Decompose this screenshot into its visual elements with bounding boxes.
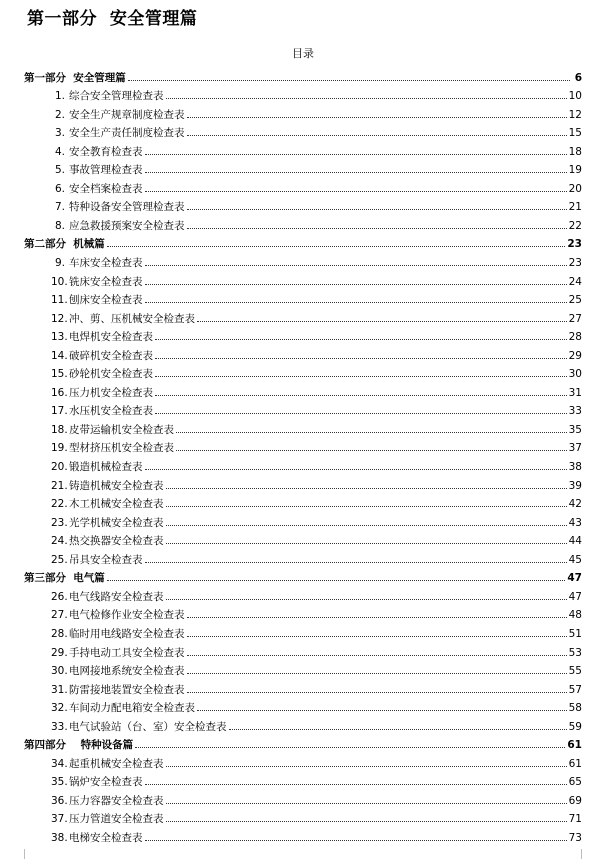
toc-dot-leader: [145, 172, 567, 173]
toc-entry-number: 26.: [51, 590, 68, 603]
toc-entry-label: 电梯安全检查表: [69, 831, 143, 844]
toc-dot-leader: [145, 840, 567, 841]
toc-entry-label: 破碎机安全检查表: [69, 349, 153, 362]
toc-page-number: 71: [568, 813, 582, 826]
toc-item-entry[interactable]: [24, 659, 582, 678]
toc-item-entry[interactable]: [24, 751, 582, 770]
toc-entry-number: 17.: [51, 405, 68, 418]
toc-entry-number: 16.: [51, 386, 68, 399]
toc-dot-leader: [166, 525, 567, 526]
toc-entry-number: 33.: [51, 720, 68, 733]
toc-item-entry[interactable]: [24, 102, 582, 121]
toc-entry-label: 起重机械安全检查表: [69, 757, 164, 770]
toc-item-entry[interactable]: [24, 510, 582, 529]
toc-item-entry[interactable]: [24, 84, 582, 103]
toc-dot-leader: [187, 228, 567, 229]
toc-page-number: 29: [568, 349, 582, 362]
toc-entry-label: 综合安全管理检查表: [69, 90, 164, 103]
toc-entry-label: 电气线路安全检查表: [69, 590, 164, 603]
toc-entry-number: 28.: [51, 627, 68, 640]
toc-entry-number: 25.: [51, 553, 68, 566]
toc-item-entry[interactable]: [24, 213, 582, 232]
toc-page-number: 65: [568, 776, 582, 789]
toc-dot-leader: [155, 413, 567, 414]
toc-entry-label: 事故管理检查表: [69, 164, 143, 177]
toc-entry-label: 光学机械安全检查表: [69, 516, 164, 529]
toc-entry-number: 27.: [51, 609, 68, 622]
toc-entry-label: 安全档案检查表: [69, 182, 143, 195]
toc-entry-label: 第四部分 特种设备篇: [24, 739, 134, 752]
toc-section-entry[interactable]: [24, 232, 582, 251]
toc-item-entry[interactable]: [24, 417, 582, 436]
toc-item-entry[interactable]: [24, 492, 582, 511]
toc-section-entry[interactable]: [24, 65, 582, 84]
toc-entry-number: 3.: [54, 127, 65, 140]
toc-item-entry[interactable]: [24, 288, 582, 307]
toc-item-entry[interactable]: [24, 250, 582, 269]
toc-entry-number: 20.: [51, 461, 68, 474]
toc-dot-leader: [166, 543, 567, 544]
toc-item-entry[interactable]: [24, 807, 582, 826]
toc-item-entry[interactable]: [24, 529, 582, 548]
toc-entry-label: 铣床安全检查表: [69, 275, 143, 288]
toc-entry-number: 2.: [54, 108, 65, 121]
toc-item-entry[interactable]: [24, 473, 582, 492]
toc-item-entry[interactable]: [24, 121, 582, 140]
toc-entry-label: 型材挤压机安全检查表: [69, 442, 174, 455]
toc-dot-leader: [145, 469, 567, 470]
toc-entry-number: 7.: [54, 201, 65, 214]
toc-dot-leader: [197, 710, 567, 711]
toc-entry-number: 1.: [54, 90, 65, 103]
toc-dot-leader: [145, 284, 567, 285]
toc-page-number: 44: [568, 535, 582, 548]
toc-dot-leader: [166, 98, 567, 99]
toc-entry-label: 特种设备安全管理检查表: [69, 201, 185, 214]
toc-item-entry[interactable]: [24, 547, 582, 566]
toc-entry-label: 电网接地系统安全检查表: [69, 665, 185, 678]
toc-dot-leader: [187, 117, 567, 118]
toc-entry-label: 热交换器安全检查表: [69, 535, 164, 548]
toc-entry-label: 安全教育检查表: [69, 145, 143, 158]
toc-item-entry[interactable]: [24, 436, 582, 455]
toc-entry-number: 11.: [51, 294, 68, 307]
toc-dot-leader: [187, 617, 567, 618]
toc-section-entry[interactable]: [24, 566, 582, 585]
toc-dot-leader: [166, 766, 567, 767]
toc-entry-label: 压力容器安全检查表: [69, 794, 164, 807]
toc-entry-number: 32.: [51, 702, 68, 715]
corner-crop-mark: [14, 849, 25, 859]
toc-dot-leader: [176, 450, 567, 451]
toc-entry-label: 木工机械安全检查表: [69, 498, 164, 511]
toc-title: 目录: [292, 47, 314, 60]
toc-page-number: 23: [568, 257, 582, 270]
toc-page-number: 19: [568, 164, 582, 177]
toc-dot-leader: [166, 506, 567, 507]
toc-page-number: 61: [567, 739, 582, 752]
toc-page-number: 38: [568, 461, 582, 474]
toc-dot-leader: [176, 432, 567, 433]
toc-page-number: 18: [568, 145, 582, 158]
toc-entry-number: 14.: [51, 349, 68, 362]
toc-item-entry[interactable]: [24, 621, 582, 640]
toc-entry-number: 6.: [54, 182, 65, 195]
toc-page-number: 57: [568, 683, 582, 696]
toc-entry-label: 电气检修作业安全检查表: [69, 609, 185, 622]
toc-page-number: 10: [568, 90, 582, 103]
toc-dot-leader: [155, 395, 567, 396]
toc-entry-number: 35.: [51, 776, 68, 789]
toc-entry-label: 吊具安全检查表: [69, 553, 143, 566]
toc-dot-leader: [145, 154, 567, 155]
toc-entry-number: 18.: [51, 423, 68, 436]
toc-entry-label: 第三部分 电气篇: [24, 572, 105, 585]
toc-entry-number: 23.: [51, 516, 68, 529]
toc-page-number: 69: [568, 794, 582, 807]
toc-item-entry[interactable]: [24, 399, 582, 418]
toc-item-entry[interactable]: [24, 696, 582, 715]
toc-entry-label: 应急救援预案安全检查表: [69, 219, 185, 232]
toc-entry-label: 电气试验站（台、室）安全检查表: [69, 720, 227, 733]
toc-entry-label: 水压机安全检查表: [69, 405, 153, 418]
toc-page-number: 22: [568, 219, 582, 232]
toc-item-entry[interactable]: [24, 603, 582, 622]
toc-page-number: 24: [568, 275, 582, 288]
toc-item-entry[interactable]: [24, 380, 582, 399]
toc-entry-number: 15.: [51, 368, 68, 381]
toc-dot-leader: [155, 358, 567, 359]
toc-dot-leader: [145, 302, 567, 303]
toc-page-number: 48: [568, 609, 582, 622]
toc-entry-label: 车床安全检查表: [69, 257, 143, 270]
toc-entry-label: 锻造机械检查表: [69, 461, 143, 474]
toc-entry-label: 安全生产规章制度检查表: [69, 108, 185, 121]
toc-item-entry[interactable]: [24, 362, 582, 381]
toc-page-number: 42: [568, 498, 582, 511]
toc-dot-leader: [155, 376, 567, 377]
toc-page-number: 43: [568, 516, 582, 529]
toc-page-number: 58: [568, 702, 582, 715]
toc-item-entry[interactable]: [24, 677, 582, 696]
toc-entry-number: 30.: [51, 665, 68, 678]
toc-item-entry[interactable]: [24, 714, 582, 733]
toc-page-number: 47: [568, 590, 582, 603]
toc-entry-number: 12.: [51, 312, 68, 325]
toc-dot-leader: [107, 246, 566, 247]
toc-dot-leader: [187, 692, 567, 693]
toc-page-number: 30: [568, 368, 582, 381]
toc-dot-leader: [229, 729, 567, 730]
toc-entry-label: 第一部分 安全管理篇: [24, 71, 126, 84]
toc-dot-leader: [187, 209, 567, 210]
toc-entry-label: 皮带运输机安全检查表: [69, 423, 174, 436]
toc-page-number: 73: [568, 831, 582, 844]
corner-crop-mark: [581, 849, 592, 859]
toc-page-number: 15: [568, 127, 582, 140]
toc-item-entry[interactable]: [24, 584, 582, 603]
toc-dot-leader: [128, 80, 570, 81]
toc-item-entry[interactable]: [24, 825, 582, 844]
toc-item-entry[interactable]: [24, 269, 582, 288]
toc-item-entry[interactable]: [24, 343, 582, 362]
toc-dot-leader: [145, 191, 567, 192]
toc-item-entry[interactable]: [24, 158, 582, 177]
toc-dot-leader: [135, 747, 565, 748]
toc-dot-leader: [145, 784, 567, 785]
table-of-contents: [24, 65, 582, 844]
toc-page-number: 45: [568, 553, 582, 566]
toc-entry-label: 电焊机安全检查表: [69, 331, 153, 344]
toc-dot-leader: [155, 339, 567, 340]
toc-entry-number: 38.: [51, 831, 68, 844]
toc-section-entry[interactable]: [24, 733, 582, 752]
toc-page-number: 21: [568, 201, 582, 214]
toc-entry-label: 砂轮机安全检查表: [69, 368, 153, 381]
toc-page-number: 33: [568, 405, 582, 418]
toc-dot-leader: [166, 821, 567, 822]
toc-entry-label: 车间动力配电箱安全检查表: [69, 702, 195, 715]
toc-dot-leader: [166, 488, 567, 489]
toc-page-number: 55: [568, 665, 582, 678]
toc-page-number: 35: [568, 423, 582, 436]
toc-entry-label: 临时用电线路安全检查表: [69, 627, 185, 640]
toc-page-number: 39: [568, 479, 582, 492]
toc-entry-label: 压力机安全检查表: [69, 386, 153, 399]
toc-page-number: 47: [567, 572, 582, 585]
toc-dot-leader: [187, 673, 567, 674]
toc-dot-leader: [187, 636, 567, 637]
toc-entry-number: 29.: [51, 646, 68, 659]
toc-page-number: 25: [568, 294, 582, 307]
toc-item-entry[interactable]: [24, 325, 582, 344]
toc-entry-number: 4.: [54, 145, 65, 158]
toc-entry-label: 安全生产责任制度检查表: [69, 127, 185, 140]
page-heading: 第一部分 安全管理篇: [27, 9, 198, 29]
toc-entry-label: 铸造机械安全检查表: [69, 479, 164, 492]
toc-entry-number: 37.: [51, 813, 68, 826]
toc-entry-label: 防雷接地装置安全检查表: [69, 683, 185, 696]
toc-item-entry[interactable]: [24, 454, 582, 473]
toc-entry-number: 9.: [54, 257, 65, 270]
toc-page-number: 51: [568, 627, 582, 640]
toc-item-entry[interactable]: [24, 195, 582, 214]
toc-dot-leader: [107, 580, 566, 581]
toc-item-entry[interactable]: [24, 788, 582, 807]
toc-dot-leader: [166, 599, 567, 600]
toc-item-entry[interactable]: [24, 770, 582, 789]
toc-dot-leader: [197, 321, 567, 322]
toc-item-entry[interactable]: [24, 306, 582, 325]
toc-page-number: 61: [568, 757, 582, 770]
toc-item-entry[interactable]: [24, 640, 582, 659]
toc-entry-number: 13.: [51, 331, 68, 344]
toc-page-number: 27: [568, 312, 582, 325]
toc-page-number: 20: [568, 182, 582, 195]
toc-entry-number: 8.: [54, 219, 65, 232]
toc-entry-number: 19.: [51, 442, 68, 455]
toc-entry-label: 手持电动工具安全检查表: [69, 646, 185, 659]
toc-page-number: 6: [574, 71, 582, 84]
toc-dot-leader: [187, 135, 567, 136]
toc-dot-leader: [145, 265, 567, 266]
toc-page-number: 59: [568, 720, 582, 733]
toc-page-number: 37: [568, 442, 582, 455]
toc-entry-number: 21.: [51, 479, 68, 492]
toc-dot-leader: [166, 803, 567, 804]
toc-page-number: 28: [568, 331, 582, 344]
toc-item-entry[interactable]: [24, 139, 582, 158]
toc-page-number: 53: [568, 646, 582, 659]
toc-page-number: 12: [568, 108, 582, 121]
toc-dot-leader: [187, 655, 567, 656]
toc-item-entry[interactable]: [24, 176, 582, 195]
toc-entry-label: 冲、剪、压机械安全检查表: [69, 312, 195, 325]
toc-page-number: 31: [568, 386, 582, 399]
toc-entry-number: 31.: [51, 683, 68, 696]
toc-entry-number: 24.: [51, 535, 68, 548]
toc-entry-number: 22.: [51, 498, 68, 511]
toc-page-number: 23: [567, 238, 582, 251]
toc-entry-number: 34.: [51, 757, 68, 770]
toc-entry-number: 10.: [51, 275, 68, 288]
toc-dot-leader: [145, 562, 567, 563]
toc-entry-label: 锅炉安全检查表: [69, 776, 143, 789]
toc-entry-label: 刨床安全检查表: [69, 294, 143, 307]
toc-entry-label: 压力管道安全检查表: [69, 813, 164, 826]
toc-entry-number: 5.: [54, 164, 65, 177]
toc-entry-label: 第二部分 机械篇: [24, 238, 105, 251]
toc-entry-number: 36.: [51, 794, 68, 807]
